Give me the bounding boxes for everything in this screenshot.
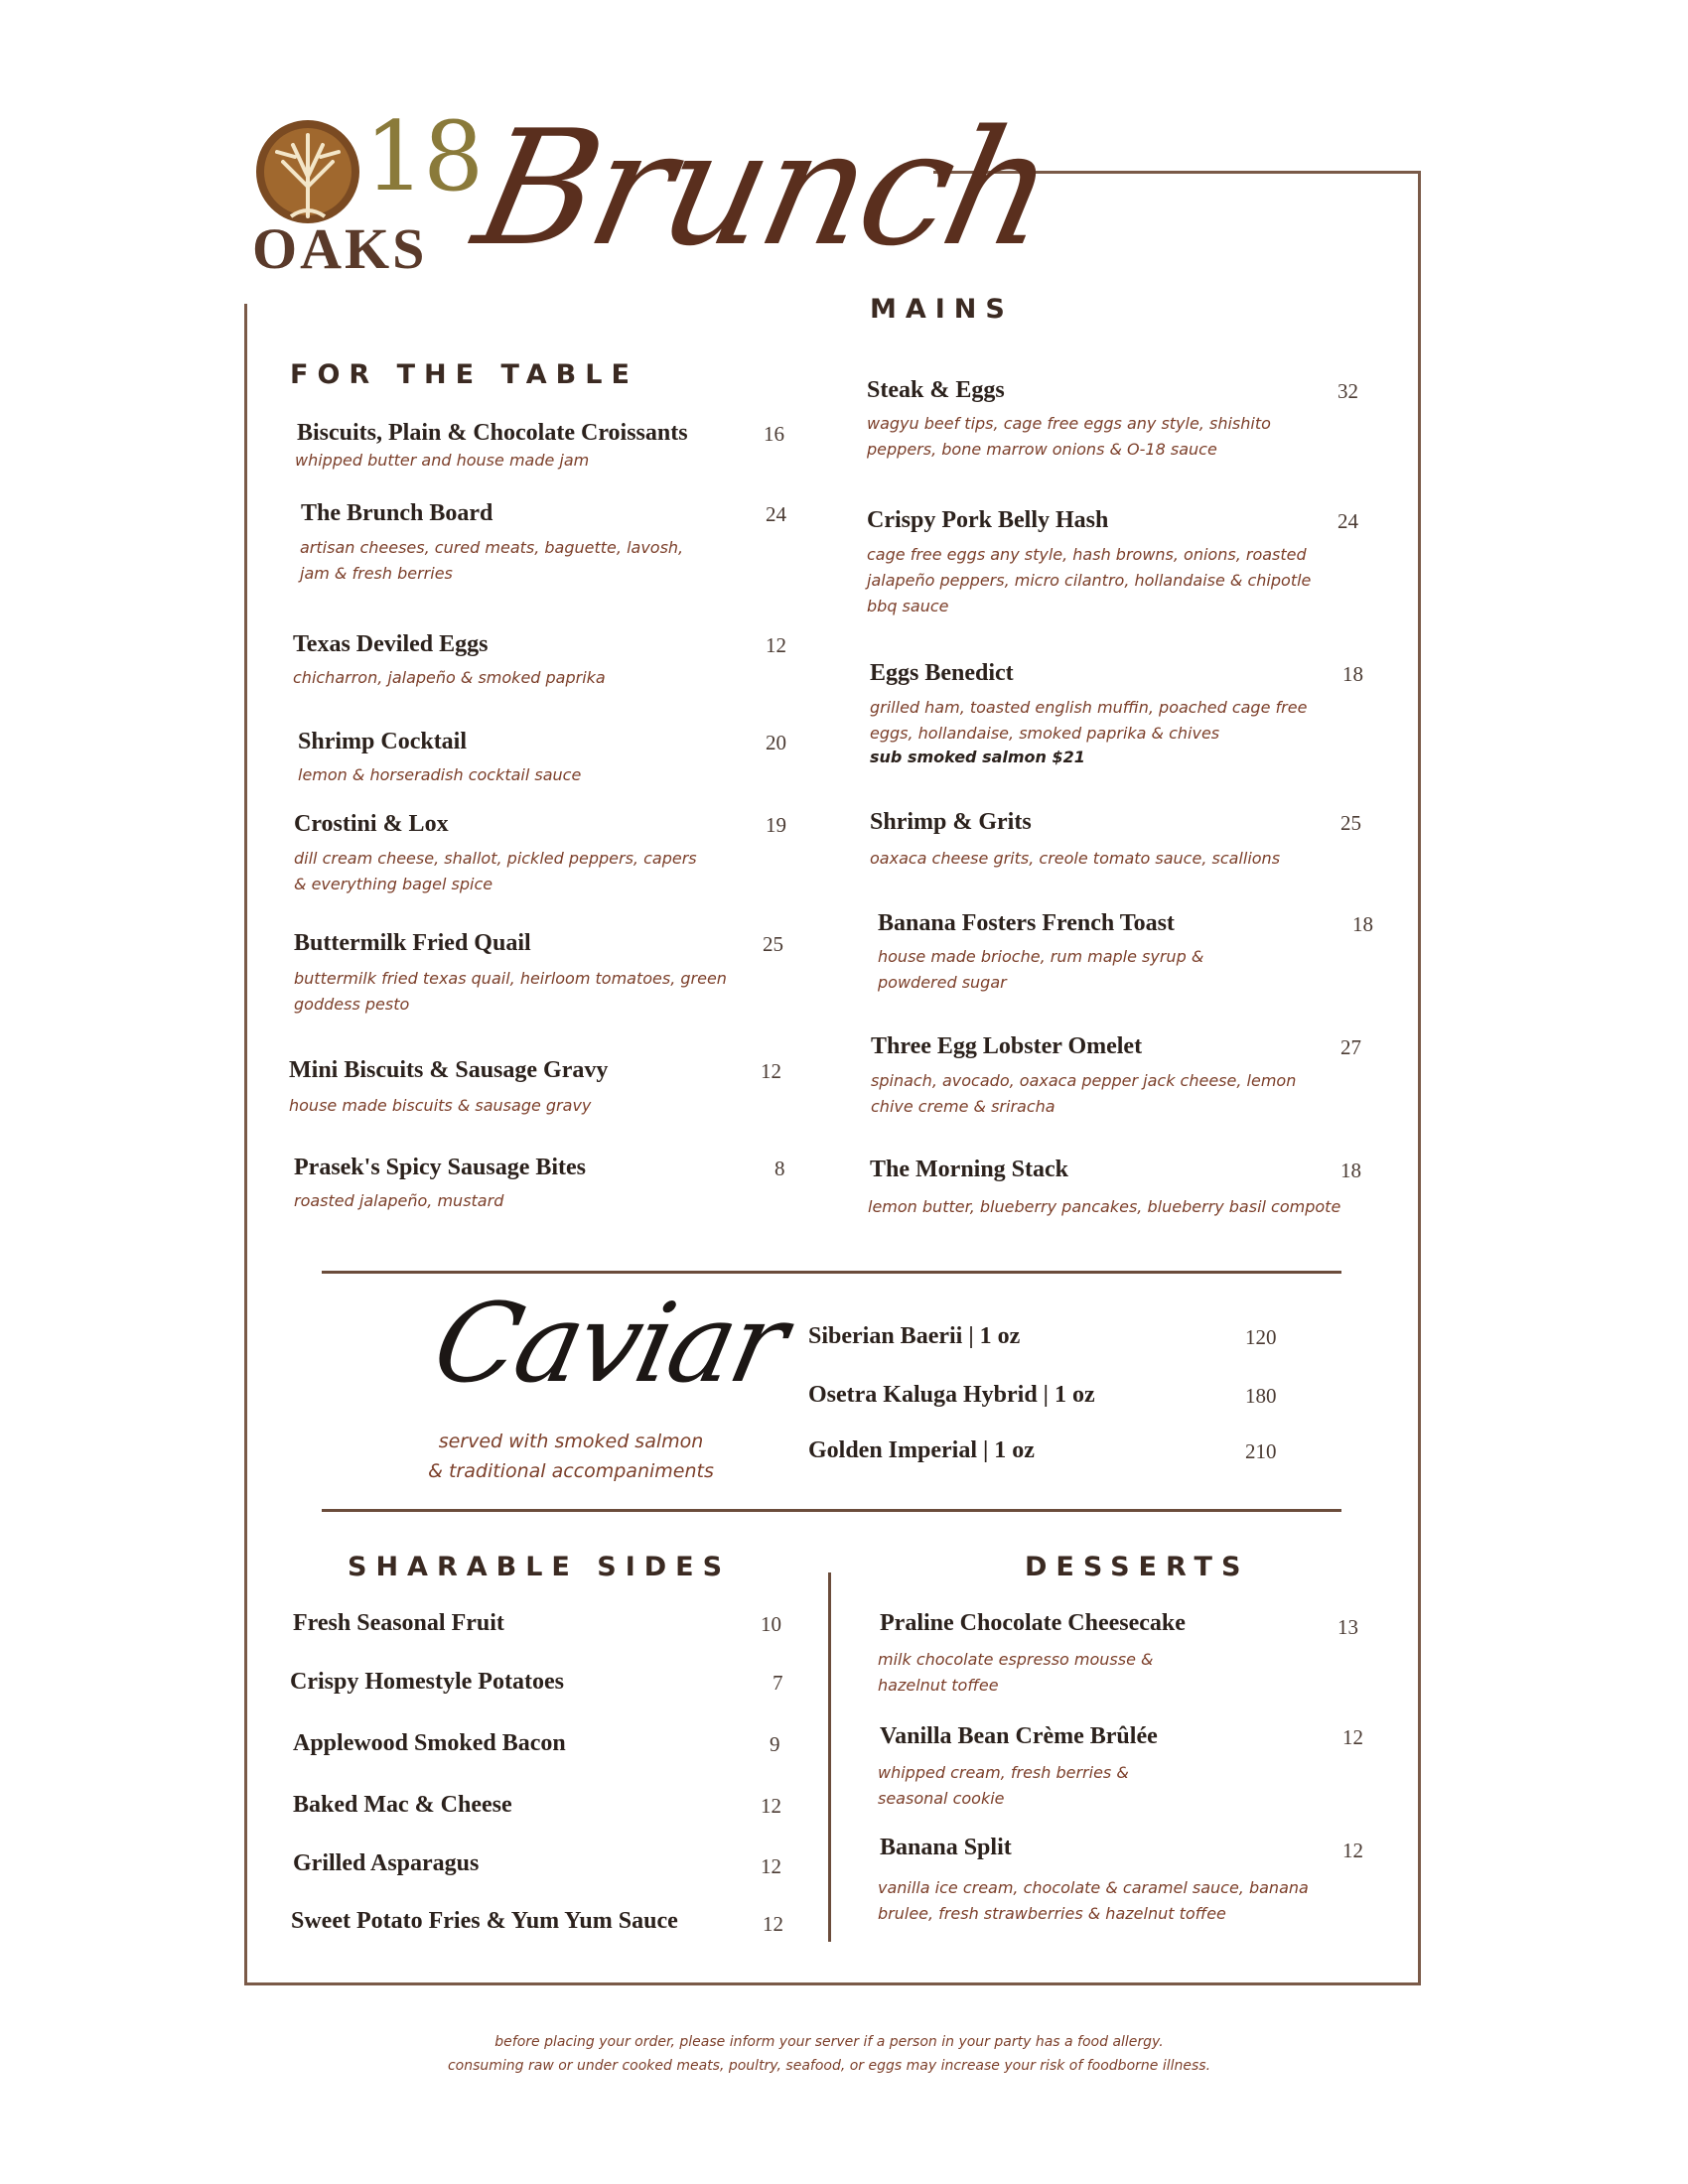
menu-item-price: 12 — [766, 633, 786, 657]
oak-tree-logo-icon — [253, 117, 362, 226]
caviar-subtitle — [377, 1427, 765, 1486]
for-the-table-heading: FOR THE TABLE — [290, 359, 638, 390]
menu-item-price: 25 — [763, 932, 783, 956]
menu-item-price: 8 — [774, 1157, 785, 1180]
menu-item-desc: artisan cheeses, cured meats, baguette, lavosh, jam & fresh berries — [300, 538, 684, 583]
dessert-item-name: Praline Chocolate Cheesecake — [880, 1610, 1186, 1636]
menu-item-desc: roasted jalapeño, mustard — [294, 1191, 504, 1210]
side-item-name: Baked Mac & Cheese — [293, 1792, 512, 1818]
caviar-item-name: Golden Imperial | 1 oz — [808, 1437, 1035, 1463]
menu-item-desc: dill cream cheese, shallot, pickled peppers, capers & everything bagel spice — [294, 849, 697, 893]
logo-word: OAKS — [252, 216, 428, 281]
menu-item-desc: oaxaca cheese grits, creole tomato sauce, scallions — [870, 849, 1281, 868]
menu-item-name: Crispy Pork Belly Hash — [867, 507, 1109, 533]
side-item-name: Crispy Homestyle Potatoes — [290, 1669, 564, 1695]
frame-right-border — [1418, 171, 1421, 1985]
dessert-item-price: 12 — [1342, 1725, 1363, 1749]
menu-item-name: The Brunch Board — [301, 500, 493, 526]
menu-item-note: sub smoked salmon $21 — [870, 748, 1085, 766]
menu-item-price: 18 — [1340, 1159, 1361, 1182]
side-item-name: Applewood Smoked Bacon — [293, 1730, 566, 1756]
menu-item-name: Three Egg Lobster Omelet — [871, 1033, 1143, 1059]
dessert-item-price: 12 — [1342, 1839, 1363, 1862]
dessert-item-desc: whipped cream, fresh berries & seasonal cookie — [878, 1763, 1129, 1808]
sides-desserts-divider — [828, 1572, 831, 1942]
menu-item-name: Buttermilk Fried Quail — [294, 930, 531, 956]
menu-item-name: Mini Biscuits & Sausage Gravy — [289, 1057, 609, 1083]
menu-item-desc: grilled ham, toasted english muffin, poached cage free eggs, hollandaise, smoked paprika & chives — [870, 698, 1308, 743]
menu-item-price: 27 — [1340, 1035, 1361, 1059]
caviar-bottom-rule — [322, 1509, 1341, 1512]
menu-item-desc: lemon butter, blueberry pancakes, blueberry basil compote — [868, 1197, 1341, 1216]
menu-item-desc: spinach, avocado, oaxaca pepper jack cheese, lemon chive creme & sriracha — [871, 1071, 1297, 1116]
menu-item-name: Prasek's Spicy Sausage Bites — [294, 1155, 587, 1180]
side-item-price: 12 — [761, 1854, 781, 1878]
menu-item-name: Banana Fosters French Toast — [878, 910, 1175, 936]
sharable-sides-heading: SHARABLE SIDES — [348, 1552, 732, 1582]
side-item-name: Grilled Asparagus — [293, 1850, 480, 1876]
side-item-name: Fresh Seasonal Fruit — [293, 1610, 504, 1636]
menu-item-price: 25 — [1340, 811, 1361, 835]
menu-item-price: 32 — [1337, 379, 1358, 403]
menu-item-price: 18 — [1342, 662, 1363, 686]
caviar-item-price: 180 — [1245, 1384, 1277, 1408]
menu-item-name: Steak & Eggs — [867, 377, 1005, 403]
caviar-item-name: Osetra Kaluga Hybrid | 1 oz — [808, 1382, 1095, 1408]
menu-item-price: 20 — [766, 731, 786, 754]
caviar-subtitle-line: & traditional accompaniments — [428, 1460, 714, 1482]
mains-heading: MAINS — [870, 294, 1014, 325]
side-item-name: Sweet Potato Fries & Yum Yum Sauce — [291, 1908, 678, 1934]
dessert-item-name: Banana Split — [880, 1835, 1012, 1860]
menu-item-name: Texas Deviled Eggs — [293, 631, 489, 657]
caviar-item-name: Siberian Baerii | 1 oz — [808, 1323, 1021, 1349]
menu-item-name: Shrimp Cocktail — [298, 729, 468, 754]
side-item-price: 12 — [763, 1912, 783, 1936]
menu-item-price: 19 — [766, 813, 786, 837]
caviar-subtitle-line: served with smoked salmon — [438, 1431, 704, 1452]
side-item-price: 9 — [770, 1732, 780, 1756]
menu-item-name: Biscuits, Plain & Chocolate Croissants — [297, 420, 688, 446]
allergy-disclaimer — [283, 2030, 1375, 2078]
menu-item-name: The Morning Stack — [870, 1157, 1069, 1182]
menu-item-name: Crostini & Lox — [294, 811, 449, 837]
dessert-item-name: Vanilla Bean Crème Brûlée — [880, 1723, 1158, 1749]
frame-left-border — [244, 304, 247, 1985]
menu-item-price: 24 — [1337, 509, 1358, 533]
footer-line: before placing your order, please inform your server if a person in your party has a food allergy. — [494, 2034, 1164, 2050]
side-item-price: 7 — [773, 1671, 783, 1695]
menu-item-price: 12 — [761, 1059, 781, 1083]
menu-item-price: 18 — [1352, 912, 1373, 936]
menu-item-desc: wagyu beef tips, cage free eggs any style, shishito peppers, bone marrow onions & O-18 sauce — [867, 414, 1271, 459]
dessert-item-desc: milk chocolate espresso mousse & hazelnut toffee — [878, 1650, 1154, 1695]
menu-item-desc: house made biscuits & sausage gravy — [289, 1096, 592, 1115]
menu-item-desc: buttermilk fried texas quail, heirloom tomatoes, green goddess pesto — [294, 969, 727, 1014]
menu-item-price: 16 — [764, 422, 784, 446]
dessert-item-desc: vanilla ice cream, chocolate & caramel sauce, banana brulee, fresh strawberries & hazelnut toffee — [878, 1878, 1309, 1923]
desserts-heading: DESSERTS — [1025, 1552, 1250, 1582]
menu-item-desc: chicharron, jalapeño & smoked paprika — [293, 668, 606, 687]
caviar-top-rule — [322, 1271, 1341, 1274]
footer-line: consuming raw or under cooked meats, poultry, seafood, or eggs may increase your risk of foodborne illness. — [447, 2058, 1211, 2074]
dessert-item-price: 13 — [1337, 1615, 1358, 1639]
brunch-script-title: Brunch — [462, 95, 1066, 281]
caviar-item-price: 120 — [1245, 1325, 1277, 1349]
menu-item-name: Shrimp & Grits — [870, 809, 1032, 835]
logo-number: 18 — [364, 101, 483, 212]
menu-item-desc: house made brioche, rum maple syrup & powdered sugar — [878, 947, 1204, 992]
caviar-script-title: Caviar — [423, 1280, 795, 1407]
menu-item-desc: cage free eggs any style, hash browns, onions, roasted jalapeño peppers, micro cilantro, hollandaise & chipotle bbq sauce — [867, 545, 1312, 615]
side-item-price: 12 — [761, 1794, 781, 1818]
menu-item-name: Eggs Benedict — [870, 660, 1014, 686]
menu-item-desc: lemon & horseradish cocktail sauce — [298, 765, 582, 784]
menu-item-desc: whipped butter and house made jam — [295, 451, 590, 470]
caviar-item-price: 210 — [1245, 1439, 1277, 1463]
side-item-price: 10 — [761, 1612, 781, 1636]
frame-bottom-border — [244, 1982, 1421, 1985]
menu-item-price: 24 — [766, 502, 786, 526]
